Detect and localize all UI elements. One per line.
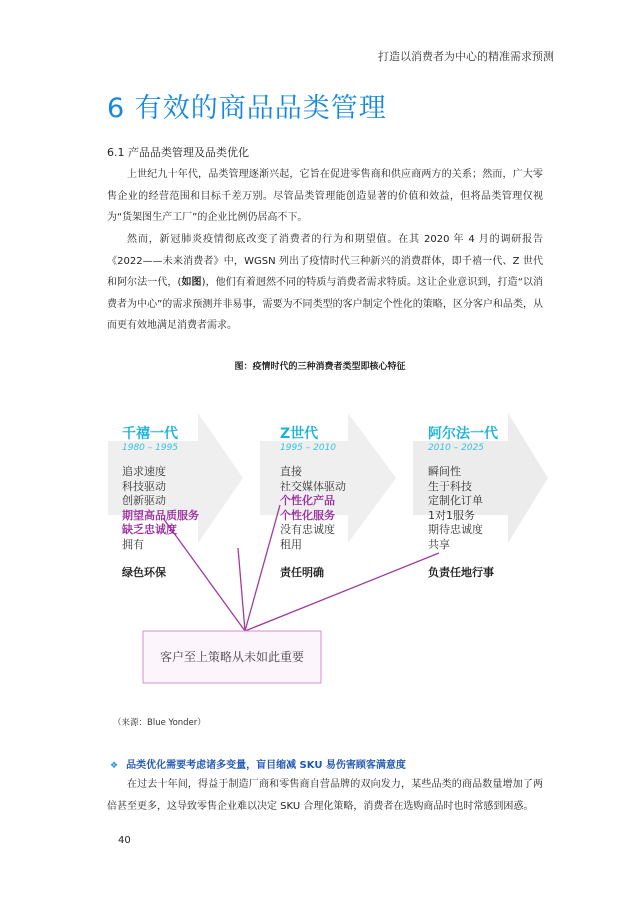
gen-2-value: 责任明确 (280, 566, 324, 579)
paragraph-1: 上世纪九十年代，品类管理逐渐兴起，它旨在促进零售商和供应商两方的关系；然而，广大零售企业的经营范围和目标千差万别。尽管品类管理能创造显著的价值和效益，但将品类管理仅视为“货架图生产工厂”的企业比例仍居高不下。 (107, 169, 543, 223)
diamond-bullet-icon: ❖ (110, 761, 119, 771)
bullet-heading (110, 756, 406, 771)
gen-2-trait: 没有忠诚度 (280, 523, 335, 536)
header-title: 打造以消费者为中心的精准需求预测 (378, 50, 554, 63)
gen-3-years: 2010 – 2025 (428, 443, 485, 453)
gen-1-trait: 创新驱动 (122, 494, 166, 507)
gen-3-trait: 1对1服务 (428, 508, 475, 522)
gen-3-name: 阿尔法一代 (428, 426, 498, 442)
paragraph-2 (107, 229, 543, 337)
gen-1-years: 1980 – 1995 (122, 443, 179, 453)
gen-2-name: Z世代 (280, 426, 319, 442)
paragraph-3: 在过去十年间，得益于制造厂商和零售商自营品牌的双向发力，某些品类的商品数量增加了两倍甚至更多，这导致零售企业难以决定 SKU 合理化策略，消费者在选购商品时也时常感到困惑。 (107, 779, 543, 812)
figure-caption: 图：疫情时代的三种消费者类型即核心特征 (234, 362, 406, 372)
gen-3-trait: 瞬间性 (428, 465, 461, 478)
callout-text: 客户至上策略从未如此重要 (159, 650, 304, 664)
gen-1-trait: 科技驱动 (122, 479, 166, 493)
gen-1-highlight: 期望高品质服务 (122, 508, 199, 522)
figure-source: （来源：Blue Yonder） (113, 718, 206, 728)
gen-1-name: 千禧一代 (122, 426, 178, 442)
gen-1-trait: 追求速度 (122, 465, 166, 478)
gen-2-trait: 直接 (280, 465, 302, 478)
gen-3-trait: 期待忠诚度 (428, 523, 483, 536)
chapter-title: 6 有效的商品品类管理 (107, 93, 387, 124)
page-number: 40 (118, 835, 131, 846)
ray-3 (245, 505, 280, 631)
gen-3-value: 负责任地行事 (428, 566, 494, 579)
paragraph-2-bold: 如图 (181, 277, 202, 288)
gen-2-trait: 租用 (280, 537, 302, 551)
section-title: 6.1 产品品类管理及品类优化 (107, 146, 249, 159)
figure-generations (108, 393, 548, 713)
gen-3-trait: 共享 (428, 537, 450, 551)
gen-3-trait: 生于科技 (428, 479, 472, 493)
gen-3-trait: 定制化订单 (428, 494, 483, 507)
generation-col-2 (280, 423, 400, 580)
paragraph-2-part-b: )，他们有着迥然不同的特质与消费者需求特质。这让企业意识到，打造“以消费者为中心”的需求预测并非易事，需要为不同类型的客户制定个性化的策略，区分客户和品类，从而更有效地满足消费者需求。 (107, 277, 544, 331)
gen-2-highlight: 个性化产品 (280, 494, 335, 507)
gen-2-highlight: 个性化服务 (280, 508, 335, 522)
gen-1-value: 绿色环保 (122, 566, 166, 579)
gen-2-years: 1995 – 2010 (280, 443, 337, 453)
generation-col-3 (428, 423, 548, 580)
generation-col-1 (122, 423, 242, 580)
bullet-text: 品类优化需要考虑诸多变量，盲目缩减 SKU 易伤害顾客满意度 (126, 760, 406, 771)
gen-1-trait: 拥有 (122, 537, 144, 551)
gen-2-trait: 社交媒体驱动 (280, 479, 346, 493)
paragraph-2-part-a: 然而，新冠肺炎疫情彻底改变了消费者的行为和期望值。在其 2020 年 4 月的调研报告《2022——未来消费者》中，WGSN 列出了疫情时代三种新兴的消费群体，即千禧一代、Z 世代和阿尔法一代，( (107, 234, 543, 288)
gen-1-highlight: 缺乏忠诚度 (122, 523, 177, 536)
